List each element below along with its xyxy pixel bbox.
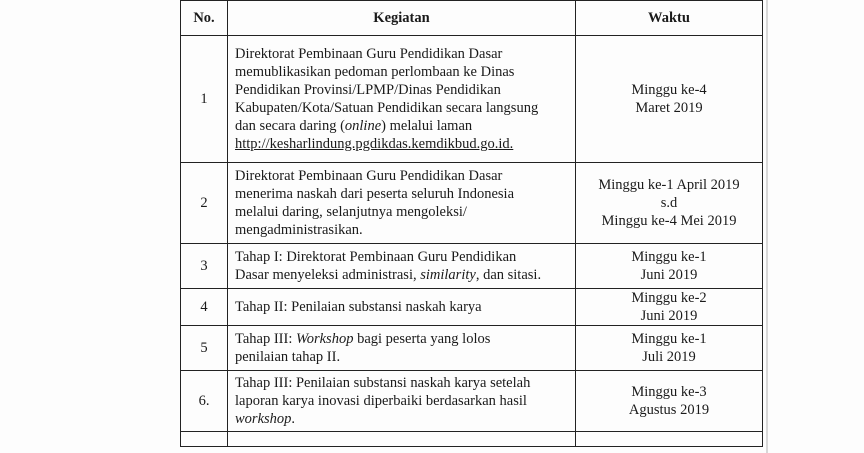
activity-line: Kabupaten/Kota/Satuan Pendidikan secara langsung	[235, 100, 539, 116]
time-cell	[576, 244, 763, 289]
time-cell-cutoff	[576, 432, 763, 447]
activity-line: Direktorat Pembinaan Guru Pendidikan Dasar	[235, 46, 503, 62]
header-time: Waktu	[576, 1, 763, 36]
activity-cell	[228, 163, 576, 244]
activity-cell	[228, 244, 576, 289]
activity-italic-text: similarity	[420, 267, 476, 283]
activity-line: penilaian tahap II.	[235, 349, 341, 365]
table-row	[181, 36, 763, 163]
time-cell	[576, 326, 763, 371]
schedule-table	[180, 0, 763, 447]
activity-line: menerima naskah dari peserta seluruh Indonesia	[235, 186, 515, 202]
activity-cell	[228, 36, 576, 163]
activity-line: Tahap I: Direktorat Pembinaan Guru Pendidikan	[235, 249, 517, 265]
activity-text: Dasar menyeleksi administrasi,	[235, 267, 421, 283]
activity-cell	[228, 371, 576, 432]
activity-text: , dan sitasi.	[475, 267, 542, 283]
time-cell	[576, 163, 763, 244]
table-row	[181, 163, 763, 244]
time-line: Juli 2019	[642, 349, 696, 365]
activity-cell-cutoff	[228, 432, 576, 447]
activity-text: Tahap III:	[235, 331, 296, 347]
time-cell	[576, 371, 763, 432]
activity-line: Tahap II: Penilaian substansi naskah karya	[235, 299, 482, 315]
activity-text: .	[291, 411, 296, 427]
time-line: Minggu ke-1	[631, 331, 707, 347]
activity-line	[235, 410, 571, 428]
table-header-row	[181, 1, 763, 36]
row-number-cutoff	[181, 432, 228, 447]
row-number: 3	[181, 244, 228, 289]
activity-text: dan secara daring (	[235, 118, 345, 134]
time-line: Agustus 2019	[628, 402, 710, 418]
activity-line: laporan karya inovasi diperbaiki berdasarkan hasil	[235, 393, 527, 409]
time-cell	[576, 289, 763, 326]
activity-cell	[228, 289, 576, 326]
activity-line: Direktorat Pembinaan Guru Pendidikan Dasar	[235, 168, 503, 184]
website-link[interactable]: http://kesharlindung.pgdikdas.kemdikbud.go.id.	[235, 136, 514, 152]
row-number: 4	[181, 289, 228, 326]
table-row	[181, 244, 763, 289]
activity-italic-text: Workshop	[295, 331, 354, 347]
activity-line: mengadministrasikan.	[235, 222, 363, 238]
activity-line: melalui daring, selanjutnya mengoleksi/	[235, 204, 467, 220]
time-line: Maret 2019	[635, 100, 703, 116]
table-row	[181, 432, 763, 447]
row-number: 5	[181, 326, 228, 371]
time-line: Minggu ke-4	[631, 82, 707, 98]
activity-italic-text: workshop	[235, 411, 292, 427]
row-number: 2	[181, 163, 228, 244]
activity-line: Pendidikan Provinsi/LPMP/Dinas Pendidikan	[235, 82, 501, 98]
header-no: No.	[181, 1, 228, 36]
header-activity: Kegiatan	[228, 1, 576, 36]
table-row	[181, 326, 763, 371]
time-line: Minggu ke-3	[631, 384, 707, 400]
row-number: 1	[181, 36, 228, 163]
activity-line: Tahap III: Penilaian substansi naskah karya setelah	[235, 375, 531, 391]
time-cell	[576, 36, 763, 163]
activity-line	[235, 266, 571, 284]
time-line: Minggu ke-2	[631, 290, 707, 306]
activity-line: memublikasikan pedoman perlombaan ke Dinas	[235, 64, 515, 80]
time-line: Minggu ke-1 April 2019	[598, 177, 740, 193]
time-line: Minggu ke-1	[631, 249, 707, 265]
time-line: s.d	[660, 195, 678, 211]
activity-text: bagi peserta yang lolos	[353, 331, 491, 347]
time-line: Juni 2019	[640, 308, 698, 324]
row-number: 6.	[181, 371, 228, 432]
activity-line	[235, 117, 571, 135]
activity-cell	[228, 326, 576, 371]
page-edge-divider	[766, 0, 768, 453]
activity-line	[235, 330, 571, 348]
activity-text: ) melalui laman	[381, 118, 473, 134]
table-row	[181, 371, 763, 432]
time-line: Minggu ke-4 Mei 2019	[601, 213, 737, 229]
activity-italic-text: online	[344, 118, 382, 134]
time-line: Juni 2019	[640, 267, 698, 283]
table-row	[181, 289, 763, 326]
